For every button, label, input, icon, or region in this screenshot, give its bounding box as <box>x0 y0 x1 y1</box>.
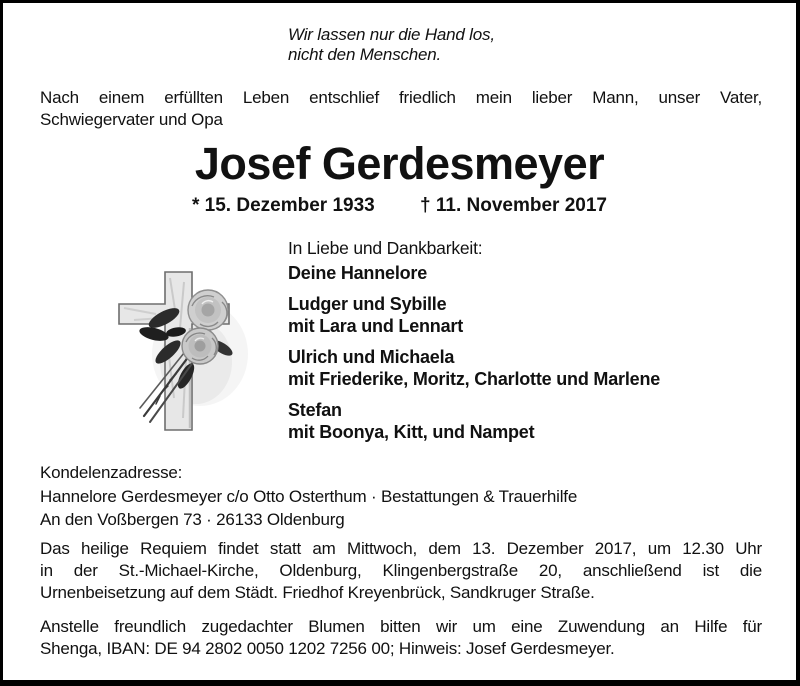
mourners-block <box>288 237 660 452</box>
mourner-line: Ulrich und Michaela <box>288 347 455 367</box>
intro-paragraph <box>40 87 762 131</box>
life-dates <box>3 195 796 217</box>
rose-bloom <box>182 328 218 364</box>
rose-bloom <box>188 290 228 330</box>
intro-line: Nach einem erfüllten Leben entschlief friedlich mein lieber Mann, unser Vater, <box>40 88 762 107</box>
epigraph <box>288 25 495 65</box>
mourner-entry <box>288 262 660 284</box>
condolence-address-line: Hannelore Gerdesmeyer c/o Otto Osterthum · Bestattungen & Trauerhilfe <box>40 486 578 506</box>
service-line: Urnenbeisetzung auf dem Städt. Friedhof Kreyenbrück, Sandkruger Straße. <box>40 583 595 602</box>
epigraph-line: nicht den Menschen. <box>288 45 442 64</box>
mourner-entry <box>288 399 660 443</box>
mourner-line: Stefan <box>288 400 342 420</box>
condolence-label: Kondelenzadresse: <box>40 463 183 482</box>
mourner-line: mit Boonya, Kitt, und Nampet <box>288 422 535 442</box>
mourner-entry <box>288 346 660 390</box>
service-paragraph <box>40 538 762 604</box>
mourner-line: mit Lara und Lennart <box>288 316 464 336</box>
cross-with-roses-icon <box>104 258 268 448</box>
mourners-intro: In Liebe und Dankbarkeit: <box>288 238 483 258</box>
intro-line: Schwiegervater und Opa <box>40 110 223 129</box>
service-line: in der St.-Michael-Kirche, Oldenburg, Klingenbergstraße 20, anschließend ist die <box>40 561 762 580</box>
deceased-name: Josef Gerdesmeyer <box>194 138 605 189</box>
donation-paragraph <box>40 616 762 660</box>
donation-line: Anstelle freundlich zugedachter Blumen bitten wir um eine Zuwendung an Hilfe für <box>40 617 762 636</box>
mourner-line: Deine Hannelore <box>288 263 428 283</box>
birth-date: * 15. Dezember 1933 <box>192 195 375 216</box>
service-line: Das heilige Requiem findet statt am Mittwoch, dem 13. Dezember 2017, um 12.30 Uhr <box>40 539 762 558</box>
mourner-line: Ludger und Sybille <box>288 294 447 314</box>
mourner-entry <box>288 293 660 337</box>
mourner-line: mit Friederike, Moritz, Charlotte und Marlene <box>288 369 661 389</box>
death-date: † 11. November 2017 <box>420 195 607 216</box>
donation-line: Shenga, IBAN: DE 94 2802 0050 1202 7256 00; Hinweis: Josef Gerdesmeyer. <box>40 639 615 658</box>
condolence-block <box>40 461 577 532</box>
epigraph-line: Wir lassen nur die Hand los, <box>288 25 495 44</box>
condolence-address-line: An den Voßbergen 73 · 26133 Oldenburg <box>40 510 345 529</box>
